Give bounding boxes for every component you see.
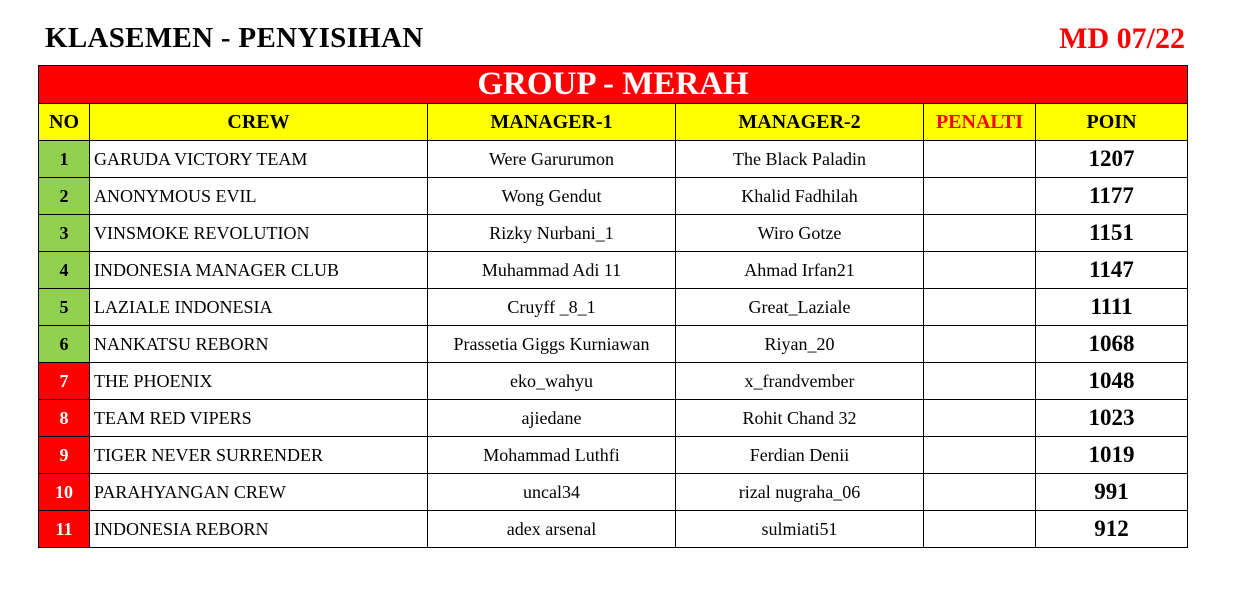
rank-cell: 9 <box>39 437 90 474</box>
penalti-cell <box>924 400 1036 437</box>
rank-cell: 6 <box>39 326 90 363</box>
manager-1-cell: uncal34 <box>428 474 676 511</box>
poin-cell: 1151 <box>1036 215 1188 252</box>
table-row <box>39 289 1188 326</box>
crew-cell: VINSMOKE REVOLUTION <box>90 215 428 252</box>
manager-2-cell: The Black Paladin <box>676 141 924 178</box>
poin-cell: 1019 <box>1036 437 1188 474</box>
poin-cell: 1207 <box>1036 141 1188 178</box>
penalti-cell <box>924 474 1036 511</box>
crew-cell: ANONYMOUS EVIL <box>90 178 428 215</box>
poin-cell: 1023 <box>1036 400 1188 437</box>
manager-2-cell: x_frandvember <box>676 363 924 400</box>
crew-cell: NANKATSU REBORN <box>90 326 428 363</box>
matchday-label: MD 07/22 <box>1059 22 1185 55</box>
manager-2-cell: rizal nugraha_06 <box>676 474 924 511</box>
table-row <box>39 252 1188 289</box>
rank-cell: 7 <box>39 363 90 400</box>
rank-cell: 4 <box>39 252 90 289</box>
poin-cell: 912 <box>1036 511 1188 548</box>
penalti-cell <box>924 178 1036 215</box>
manager-1-cell: Muhammad Adi 11 <box>428 252 676 289</box>
rank-cell: 11 <box>39 511 90 548</box>
page-title: KLASEMEN - PENYISIHAN <box>45 22 424 54</box>
standings-table <box>38 65 1188 548</box>
column-header-no: NO <box>39 104 90 141</box>
table-row <box>39 437 1188 474</box>
penalti-cell <box>924 363 1036 400</box>
rank-cell: 5 <box>39 289 90 326</box>
penalti-cell <box>924 326 1036 363</box>
manager-1-cell: eko_wahyu <box>428 363 676 400</box>
penalti-cell <box>924 252 1036 289</box>
manager-2-cell: Khalid Fadhilah <box>676 178 924 215</box>
rank-cell: 3 <box>39 215 90 252</box>
penalti-cell <box>924 289 1036 326</box>
crew-cell: PARAHYANGAN CREW <box>90 474 428 511</box>
manager-1-cell: Rizky Nurbani_1 <box>428 215 676 252</box>
column-header-manager-1: MANAGER-1 <box>428 104 676 141</box>
manager-2-cell: Great_Laziale <box>676 289 924 326</box>
penalti-cell <box>924 437 1036 474</box>
header-row <box>39 104 1188 141</box>
manager-2-cell: sulmiati51 <box>676 511 924 548</box>
manager-2-cell: Riyan_20 <box>676 326 924 363</box>
table-row <box>39 511 1188 548</box>
manager-1-cell: adex arsenal <box>428 511 676 548</box>
poin-cell: 1177 <box>1036 178 1188 215</box>
rank-cell: 10 <box>39 474 90 511</box>
table-row <box>39 178 1188 215</box>
crew-cell: TIGER NEVER SURRENDER <box>90 437 428 474</box>
manager-2-cell: Ferdian Denii <box>676 437 924 474</box>
column-header-poin: POIN <box>1036 104 1188 141</box>
group-title-row <box>39 66 1188 104</box>
crew-cell: TEAM RED VIPERS <box>90 400 428 437</box>
rank-cell: 8 <box>39 400 90 437</box>
column-header-manager-2: MANAGER-2 <box>676 104 924 141</box>
column-header-crew: CREW <box>90 104 428 141</box>
column-header-penalti: PENALTI <box>924 104 1036 141</box>
poin-cell: 1111 <box>1036 289 1188 326</box>
poin-cell: 1068 <box>1036 326 1188 363</box>
table-row <box>39 363 1188 400</box>
crew-cell: INDONESIA MANAGER CLUB <box>90 252 428 289</box>
penalti-cell <box>924 141 1036 178</box>
table-row <box>39 400 1188 437</box>
manager-1-cell: Prassetia Giggs Kurniawan <box>428 326 676 363</box>
table-row <box>39 474 1188 511</box>
manager-1-cell: Were Garurumon <box>428 141 676 178</box>
penalti-cell <box>924 215 1036 252</box>
poin-cell: 1147 <box>1036 252 1188 289</box>
poin-cell: 1048 <box>1036 363 1188 400</box>
penalti-cell <box>924 511 1036 548</box>
manager-2-cell: Rohit Chand 32 <box>676 400 924 437</box>
rank-cell: 2 <box>39 178 90 215</box>
crew-cell: THE PHOENIX <box>90 363 428 400</box>
manager-1-cell: ajiedane <box>428 400 676 437</box>
table-row <box>39 141 1188 178</box>
crew-cell: INDONESIA REBORN <box>90 511 428 548</box>
table-row <box>39 215 1188 252</box>
crew-cell: GARUDA VICTORY TEAM <box>90 141 428 178</box>
manager-1-cell: Wong Gendut <box>428 178 676 215</box>
manager-1-cell: Cruyff _8_1 <box>428 289 676 326</box>
manager-2-cell: Wiro Gotze <box>676 215 924 252</box>
poin-cell: 991 <box>1036 474 1188 511</box>
manager-1-cell: Mohammad Luthfi <box>428 437 676 474</box>
rank-cell: 1 <box>39 141 90 178</box>
group-title: GROUP - MERAH <box>39 66 1188 104</box>
manager-2-cell: Ahmad Irfan21 <box>676 252 924 289</box>
table-row <box>39 326 1188 363</box>
crew-cell: LAZIALE INDONESIA <box>90 289 428 326</box>
